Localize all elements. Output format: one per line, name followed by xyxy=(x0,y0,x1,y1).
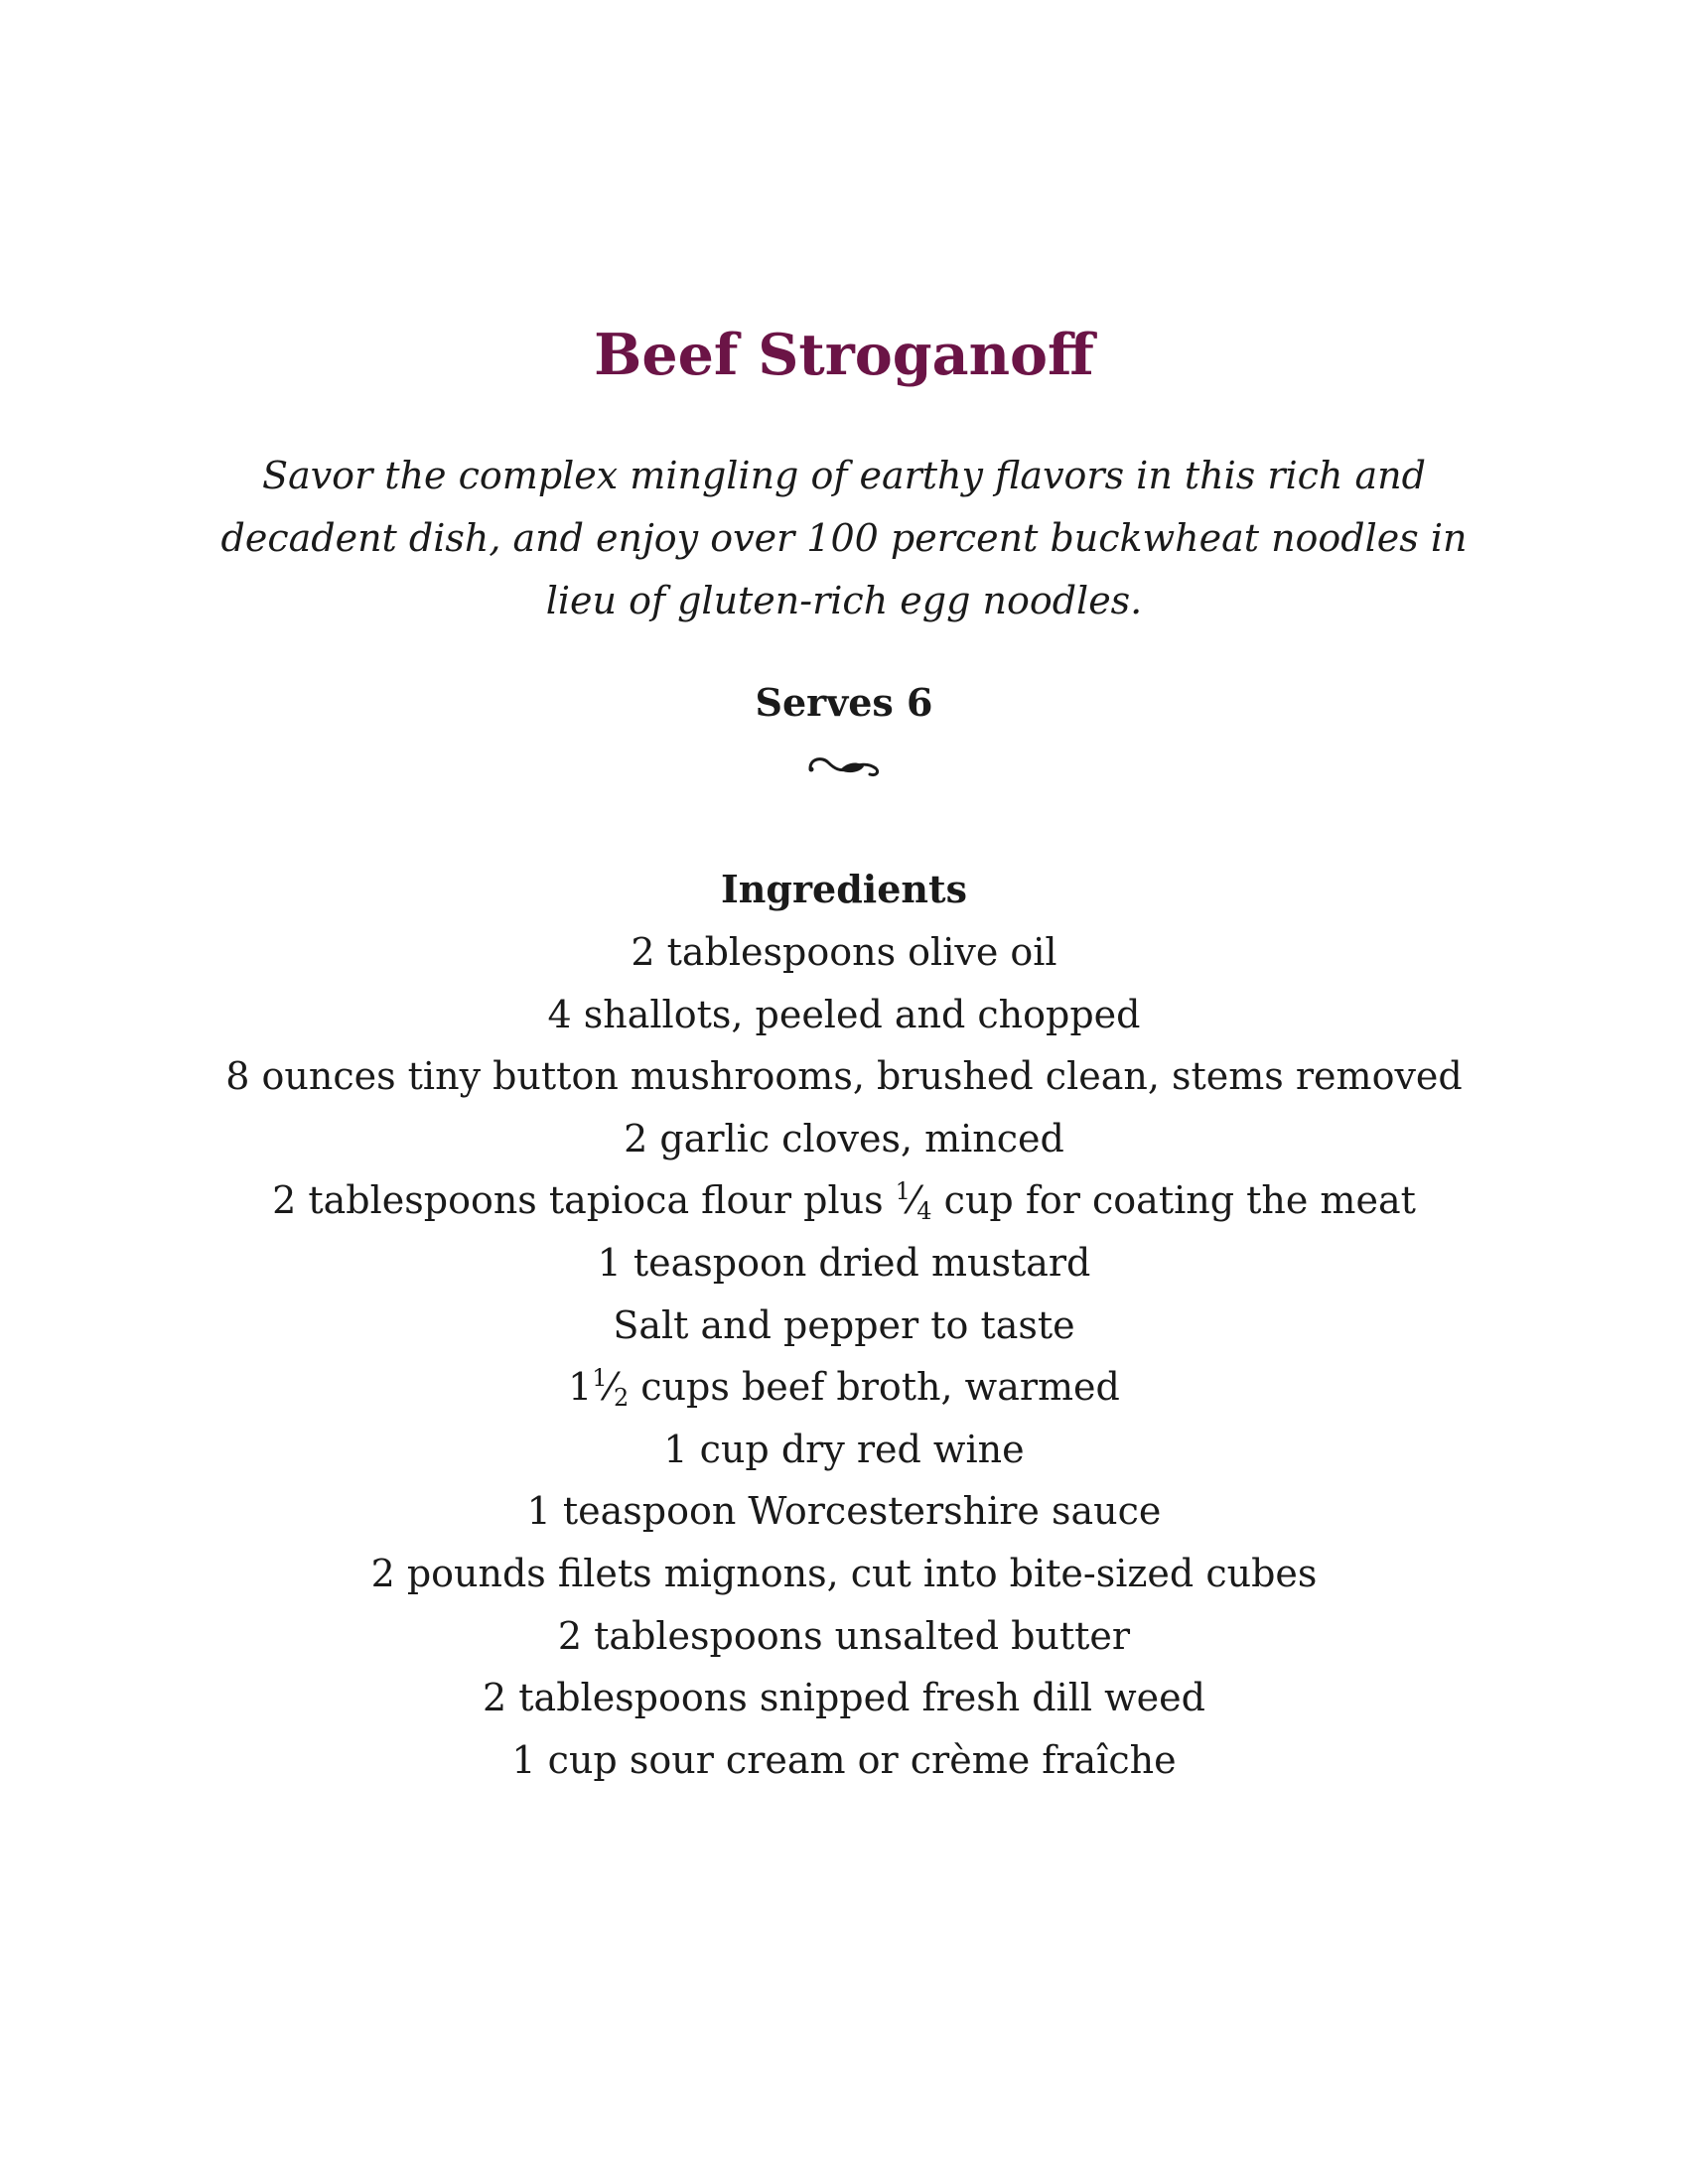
ingredient-item: 2 tablespoons olive oil xyxy=(631,930,1057,974)
ingredient-text: cups beef broth, warmed xyxy=(629,1365,1120,1410)
ingredient-item: 2 tablespoons unsalted butter xyxy=(557,1613,1131,1658)
ingredient-item: 4 shallots, peeled and chopped xyxy=(547,992,1141,1036)
fraction xyxy=(592,1364,630,1413)
flourish-icon xyxy=(804,747,884,786)
fraction-slash: ⁄ xyxy=(607,1365,614,1410)
fraction-denominator: 4 xyxy=(916,1197,932,1226)
ingredient-item: 1 cup sour cream or crème fraîche xyxy=(511,1737,1177,1782)
ingredient-item: 2 pounds filets mignons, cut into bite-sized cubes xyxy=(370,1551,1318,1595)
fraction-slash: ⁄ xyxy=(910,1178,917,1223)
ingredient-item: 1 teaspoon dried mustard xyxy=(597,1240,1091,1285)
ingredients-list xyxy=(0,921,1688,1791)
ingredient-item: 2 tablespoons snipped fresh dill weed xyxy=(483,1676,1205,1720)
fraction-denominator: 2 xyxy=(613,1384,630,1413)
fraction-numerator: 1 xyxy=(895,1177,911,1206)
ingredient-text: 1 xyxy=(568,1365,593,1410)
ingredient-item xyxy=(0,1356,1688,1419)
ingredients-heading: Ingredients xyxy=(721,867,967,911)
serves-count: Serves 6 xyxy=(755,680,933,725)
ingredient-item: Salt and pepper to taste xyxy=(613,1302,1075,1347)
ingredient-text: cup for coating the meat xyxy=(931,1178,1416,1223)
fraction-numerator: 1 xyxy=(592,1364,608,1393)
recipe-title: Beef Stroganoff xyxy=(594,322,1094,388)
ingredient-item: 1 teaspoon Worcestershire sauce xyxy=(526,1489,1162,1534)
ingredient-text: 2 tablespoons tapioca flour plus xyxy=(272,1178,896,1223)
ingredient-item: 8 ounces tiny button mushrooms, brushed clean, stems removed xyxy=(225,1054,1463,1099)
recipe-intro: Savor the complex mingling of earthy flavors in this rich and decadent dish, and enjoy over 100 percent buckwheat noodles in lieu of gluten-rich egg noodles. xyxy=(220,454,1468,622)
ingredient-item: 1 cup dry red wine xyxy=(663,1427,1025,1471)
ingredient-item: 2 garlic cloves, minced xyxy=(624,1116,1064,1160)
ingredient-item xyxy=(0,1169,1688,1232)
fraction xyxy=(895,1177,932,1226)
